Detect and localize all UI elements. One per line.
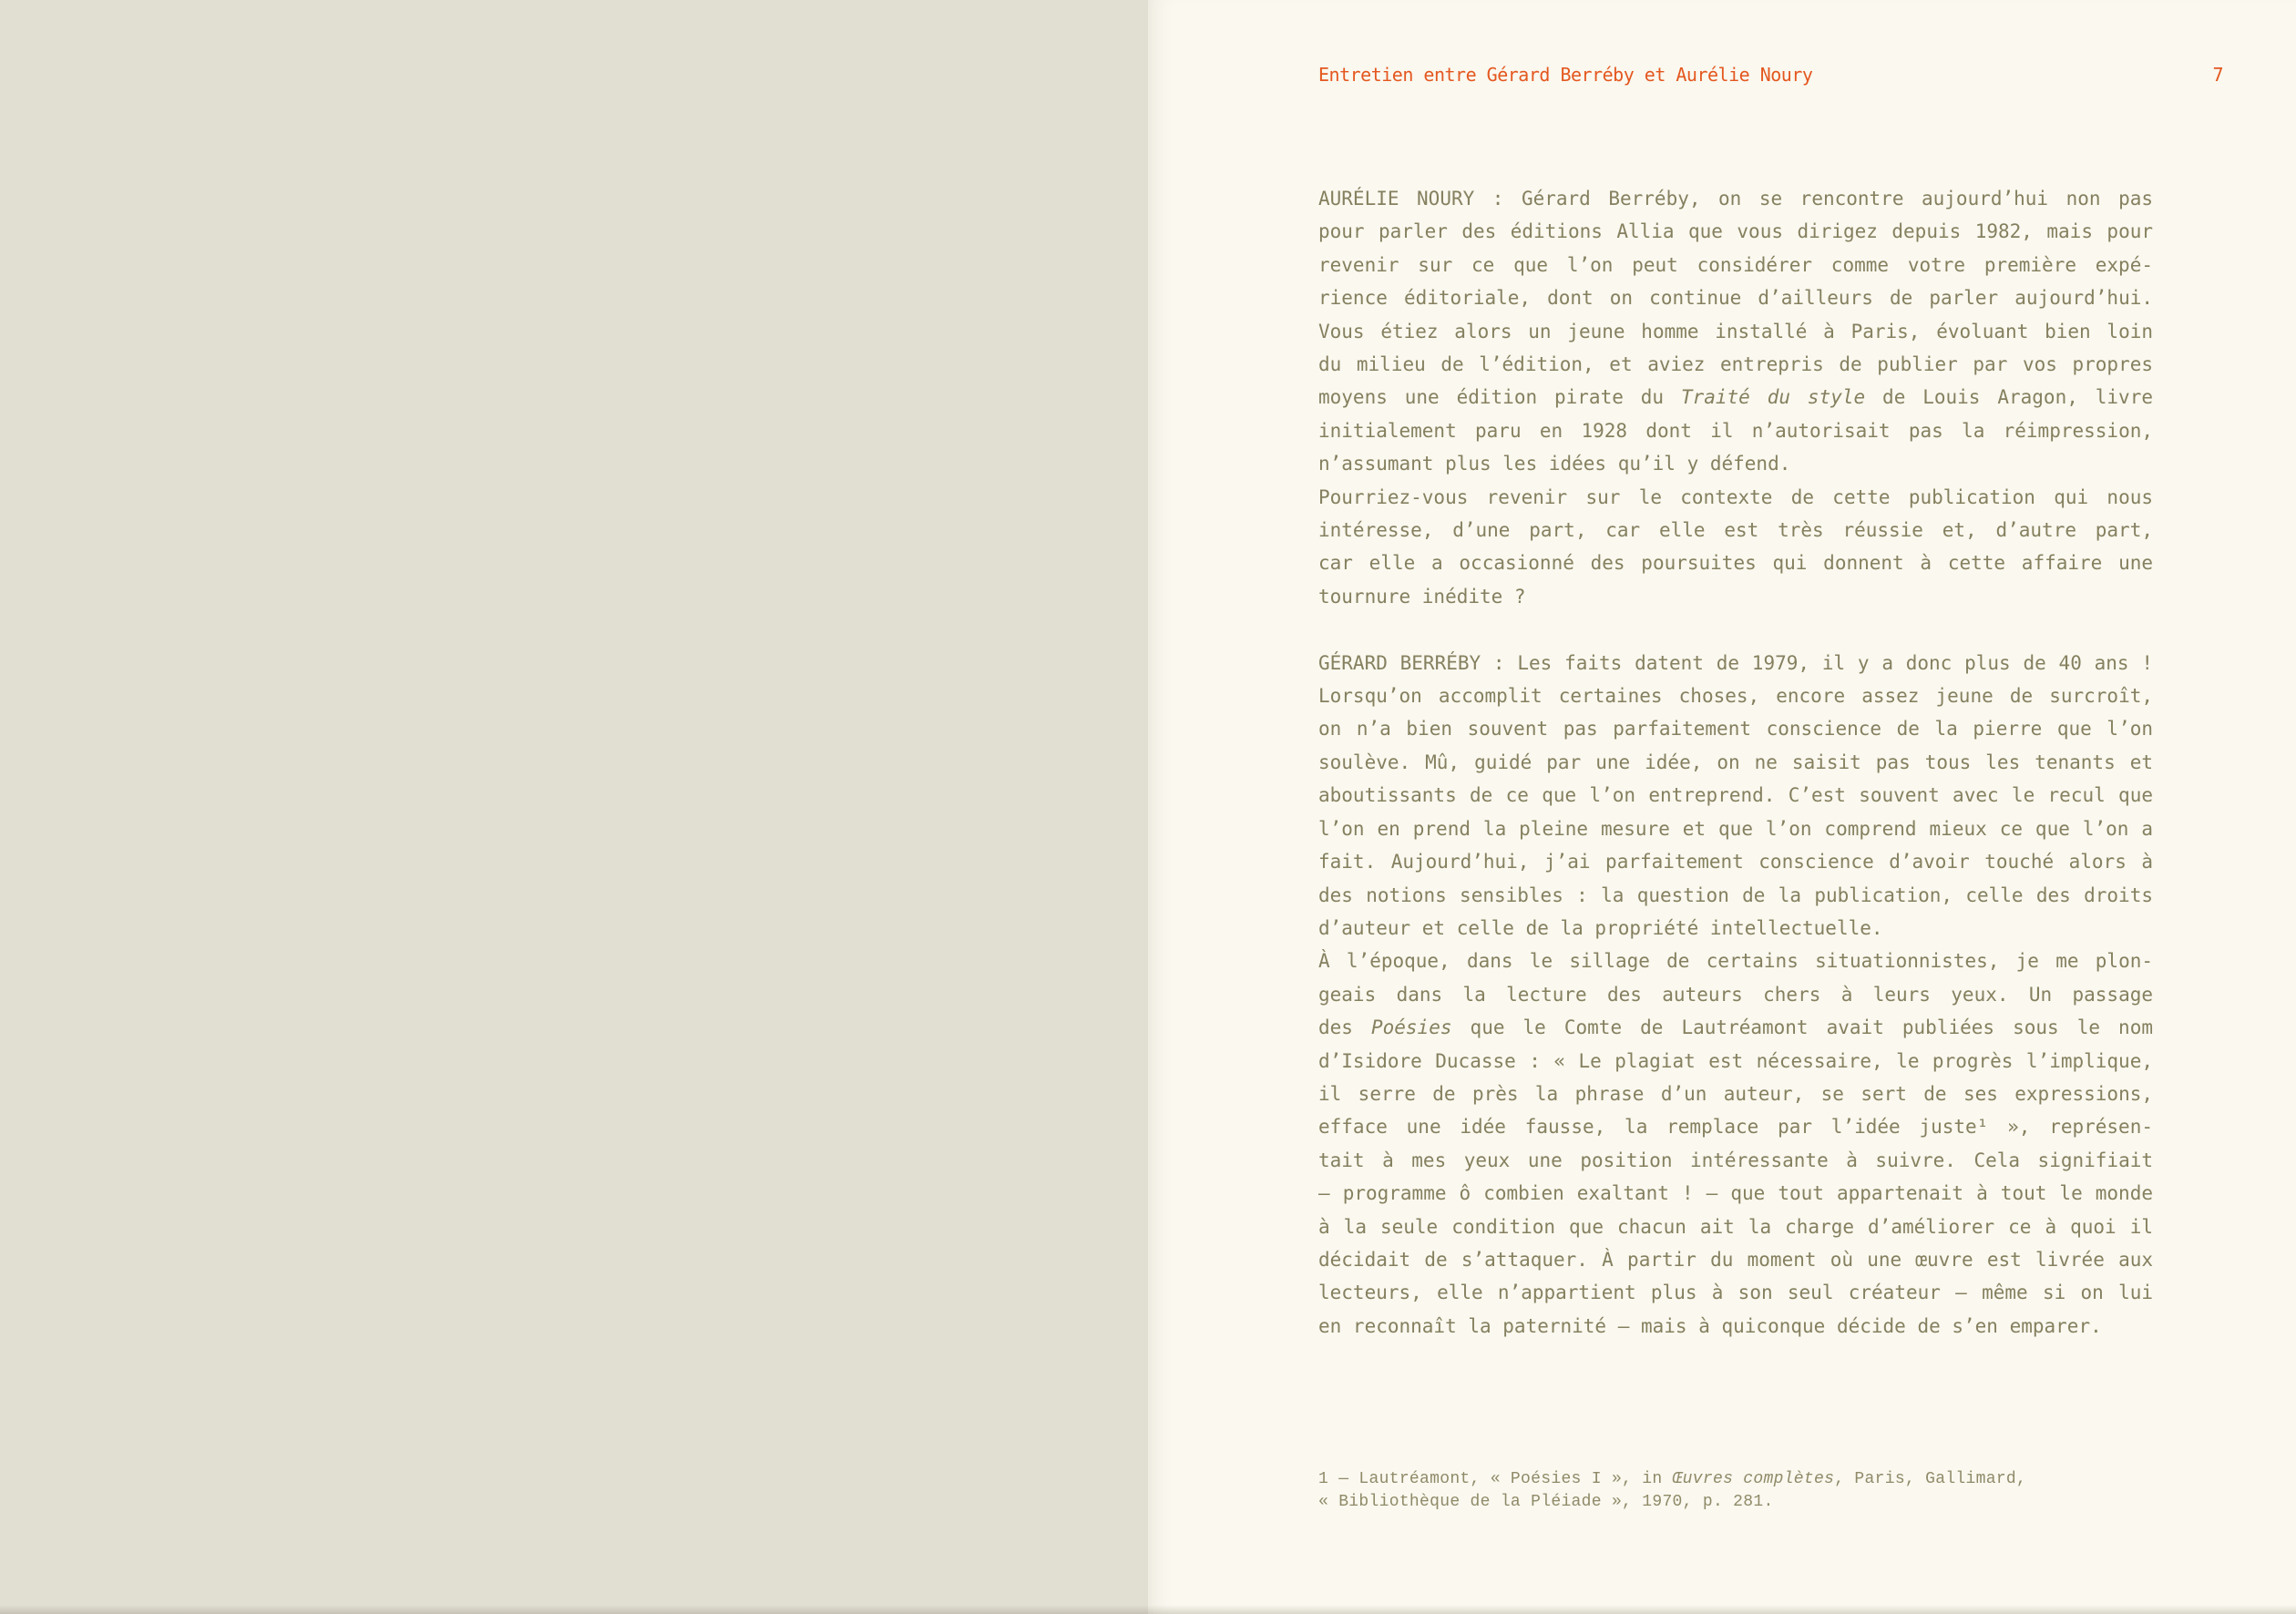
- text-segment: des: [1318, 1016, 1371, 1039]
- text-segment: décidait de s’attaquer. À partir du moment où une œuvre est livrée aux: [1318, 1248, 2153, 1271]
- text-line: [1318, 547, 2153, 579]
- text-line: [1318, 215, 2153, 248]
- text-line: [1318, 945, 2153, 977]
- text-segment: soulève. Mû, guidé par une idée, on ne saisit pas tous les tenants et: [1318, 751, 2153, 773]
- text-line: [1318, 1011, 2153, 1044]
- text-segment: À l’époque, dans le sillage de certains situationnistes, je me plon-: [1318, 950, 2153, 973]
- text-line: [1318, 1045, 2153, 1078]
- text-line: [1318, 447, 2153, 480]
- text-segment: que le Comte de Lautréamont avait publiées sous le nom: [1451, 1016, 2153, 1039]
- text-segment: on n’a bien souvent pas parfaitement conscience de la pierre que l’on: [1318, 718, 2153, 741]
- text-line: [1318, 1276, 2153, 1309]
- text-segment: lecteurs, elle n’appartient plus à son seul créateur — même si on lui: [1318, 1282, 2153, 1304]
- text-segment: pour parler des éditions Allia que vous dirigez depuis 1982, mais pour: [1318, 220, 2153, 243]
- interview-dialogue: [1318, 182, 2153, 1343]
- text-segment: tait à mes yeux une position intéressante à suivre. Cela signifiait: [1318, 1149, 2153, 1171]
- text-segment: n’assumant plus les idées qu’il y défend.: [1318, 453, 1791, 475]
- text-segment: moyens une édition pirate du: [1318, 386, 1681, 409]
- text-line: [1318, 249, 2153, 281]
- text-segment: GÉRARD BERRÉBY : Les faits datent de 1979, il y a donc plus de 40 ans !: [1318, 651, 2153, 674]
- text-segment: l’on en prend la pleine mesure et que l’on comprend mieux ce que l’on a: [1318, 817, 2153, 840]
- text-segment: , Paris, Gallimard,: [1834, 1470, 2027, 1488]
- text-segment: geais dans la lecture des auteurs chers à leurs yeux. Un passage: [1318, 983, 2153, 1006]
- paragraph: [1318, 945, 2153, 1343]
- text-line: [1318, 1144, 2153, 1177]
- paragraph: [1318, 481, 2153, 614]
- text-segment: des notions sensibles : la question de la publication, celle des droits: [1318, 884, 2153, 906]
- paragraph: [1318, 182, 2153, 481]
- text-segment: intéresse, d’une part, car elle est très réussie et, d’autre part,: [1318, 519, 2153, 542]
- text-segment: 1 — Lautréamont, « Poésies I », in: [1318, 1470, 1673, 1488]
- footnote-line: [1318, 1491, 2153, 1514]
- text-segment: d’auteur et celle de la propriété intellectuelle.: [1318, 916, 1883, 939]
- paragraph: [1318, 647, 2153, 945]
- text-line: [1318, 1210, 2153, 1243]
- folio-page-number: 7: [2212, 64, 2223, 86]
- italic-text: Traité du style: [1680, 386, 1866, 409]
- text-line: [1318, 879, 2153, 912]
- text-line: [1318, 481, 2153, 514]
- text-segment: fait. Aujourd’hui, j’ai parfaitement conscience d’avoir touché alors à: [1318, 851, 2153, 873]
- text-segment: d’Isidore Ducasse : « Le plagiat est nécessaire, le progrès l’implique,: [1318, 1049, 2153, 1072]
- text-segment: il serre de près la phrase d’un auteur, se sert de ses expressions,: [1318, 1082, 2153, 1105]
- text-line: [1318, 812, 2153, 845]
- text-line: [1318, 514, 2153, 547]
- text-segment: car elle a occasionné des poursuites qui donnent à cette affaire une: [1318, 552, 2153, 575]
- footnote-line: [1318, 1468, 2153, 1491]
- text-line: [1318, 679, 2153, 712]
- text-line: [1318, 381, 2153, 414]
- text-segment: aboutissants de ce que l’on entreprend. C’est souvent avec le recul que: [1318, 784, 2153, 807]
- text-segment: Vous étiez alors un jeune homme installé à Paris, évoluant bien loin: [1318, 320, 2153, 342]
- text-line: [1318, 580, 2153, 613]
- text-line: [1318, 1310, 2153, 1343]
- text-segment: efface une idée fausse, la remplace par l’idée juste¹ », représen-: [1318, 1116, 2153, 1139]
- footnote: [1318, 1468, 2153, 1514]
- text-line: [1318, 1078, 2153, 1110]
- text-line: [1318, 281, 2153, 314]
- text-line: [1318, 978, 2153, 1011]
- italic-text: Œuvres complètes: [1672, 1470, 1835, 1488]
- right-page: [1148, 0, 2296, 1614]
- dialogue-turn-1: [1318, 182, 2153, 613]
- text-segment: Pourriez-vous revenir sur le contexte de cette publication qui nous: [1318, 485, 2153, 508]
- text-segment: — programme ô combien exaltant ! — que tout appartenait à tout le monde: [1318, 1182, 2153, 1205]
- italic-text: Poésies: [1370, 1016, 1452, 1039]
- text-line: [1318, 746, 2153, 779]
- text-line: [1318, 1243, 2153, 1276]
- text-segment: Lorsqu’on accomplit certaines choses, encore assez jeune de surcroît,: [1318, 685, 2153, 708]
- text-line: [1318, 182, 2153, 215]
- text-segment: tournure inédite ?: [1318, 585, 1526, 608]
- text-line: [1318, 845, 2153, 878]
- text-line: [1318, 712, 2153, 745]
- text-line: [1318, 414, 2153, 447]
- text-segment: rience éditoriale, dont on continue d’ailleurs de parler aujourd’hui.: [1318, 287, 2153, 310]
- dialogue-turn-2: [1318, 647, 2153, 1343]
- running-title: Entretien entre Gérard Berréby et Aurélie Noury: [1318, 64, 1813, 86]
- text-segment: à la seule condition que chacun ait la charge d’améliorer ce à quoi il: [1318, 1215, 2153, 1238]
- text-line: [1318, 912, 2153, 945]
- text-segment: du milieu de l’édition, et aviez entrepris de publier par vos propres: [1318, 353, 2153, 376]
- text-segment: de Louis Aragon, livre: [1865, 386, 2153, 409]
- text-line: [1318, 779, 2153, 812]
- running-header: [1318, 64, 2223, 86]
- text-segment: revenir sur ce que l’on peut considérer comme votre première expé-: [1318, 253, 2153, 276]
- text-line: [1318, 1177, 2153, 1210]
- text-segment: « Bibliothèque de la Pléiade », 1970, p. 281.: [1318, 1493, 1774, 1511]
- text-segment: AURÉLIE NOURY : Gérard Berréby, on se rencontre aujourd’hui non pas: [1318, 188, 2153, 209]
- text-line: [1318, 315, 2153, 348]
- text-line: [1318, 348, 2153, 381]
- text-segment: initialement paru en 1928 dont il n’autorisait pas la réimpression,: [1318, 419, 2153, 442]
- text-line: [1318, 1110, 2153, 1143]
- text-segment: en reconnaît la paternité — mais à quiconque décide de s’en emparer.: [1318, 1314, 2102, 1337]
- text-line: [1318, 647, 2153, 679]
